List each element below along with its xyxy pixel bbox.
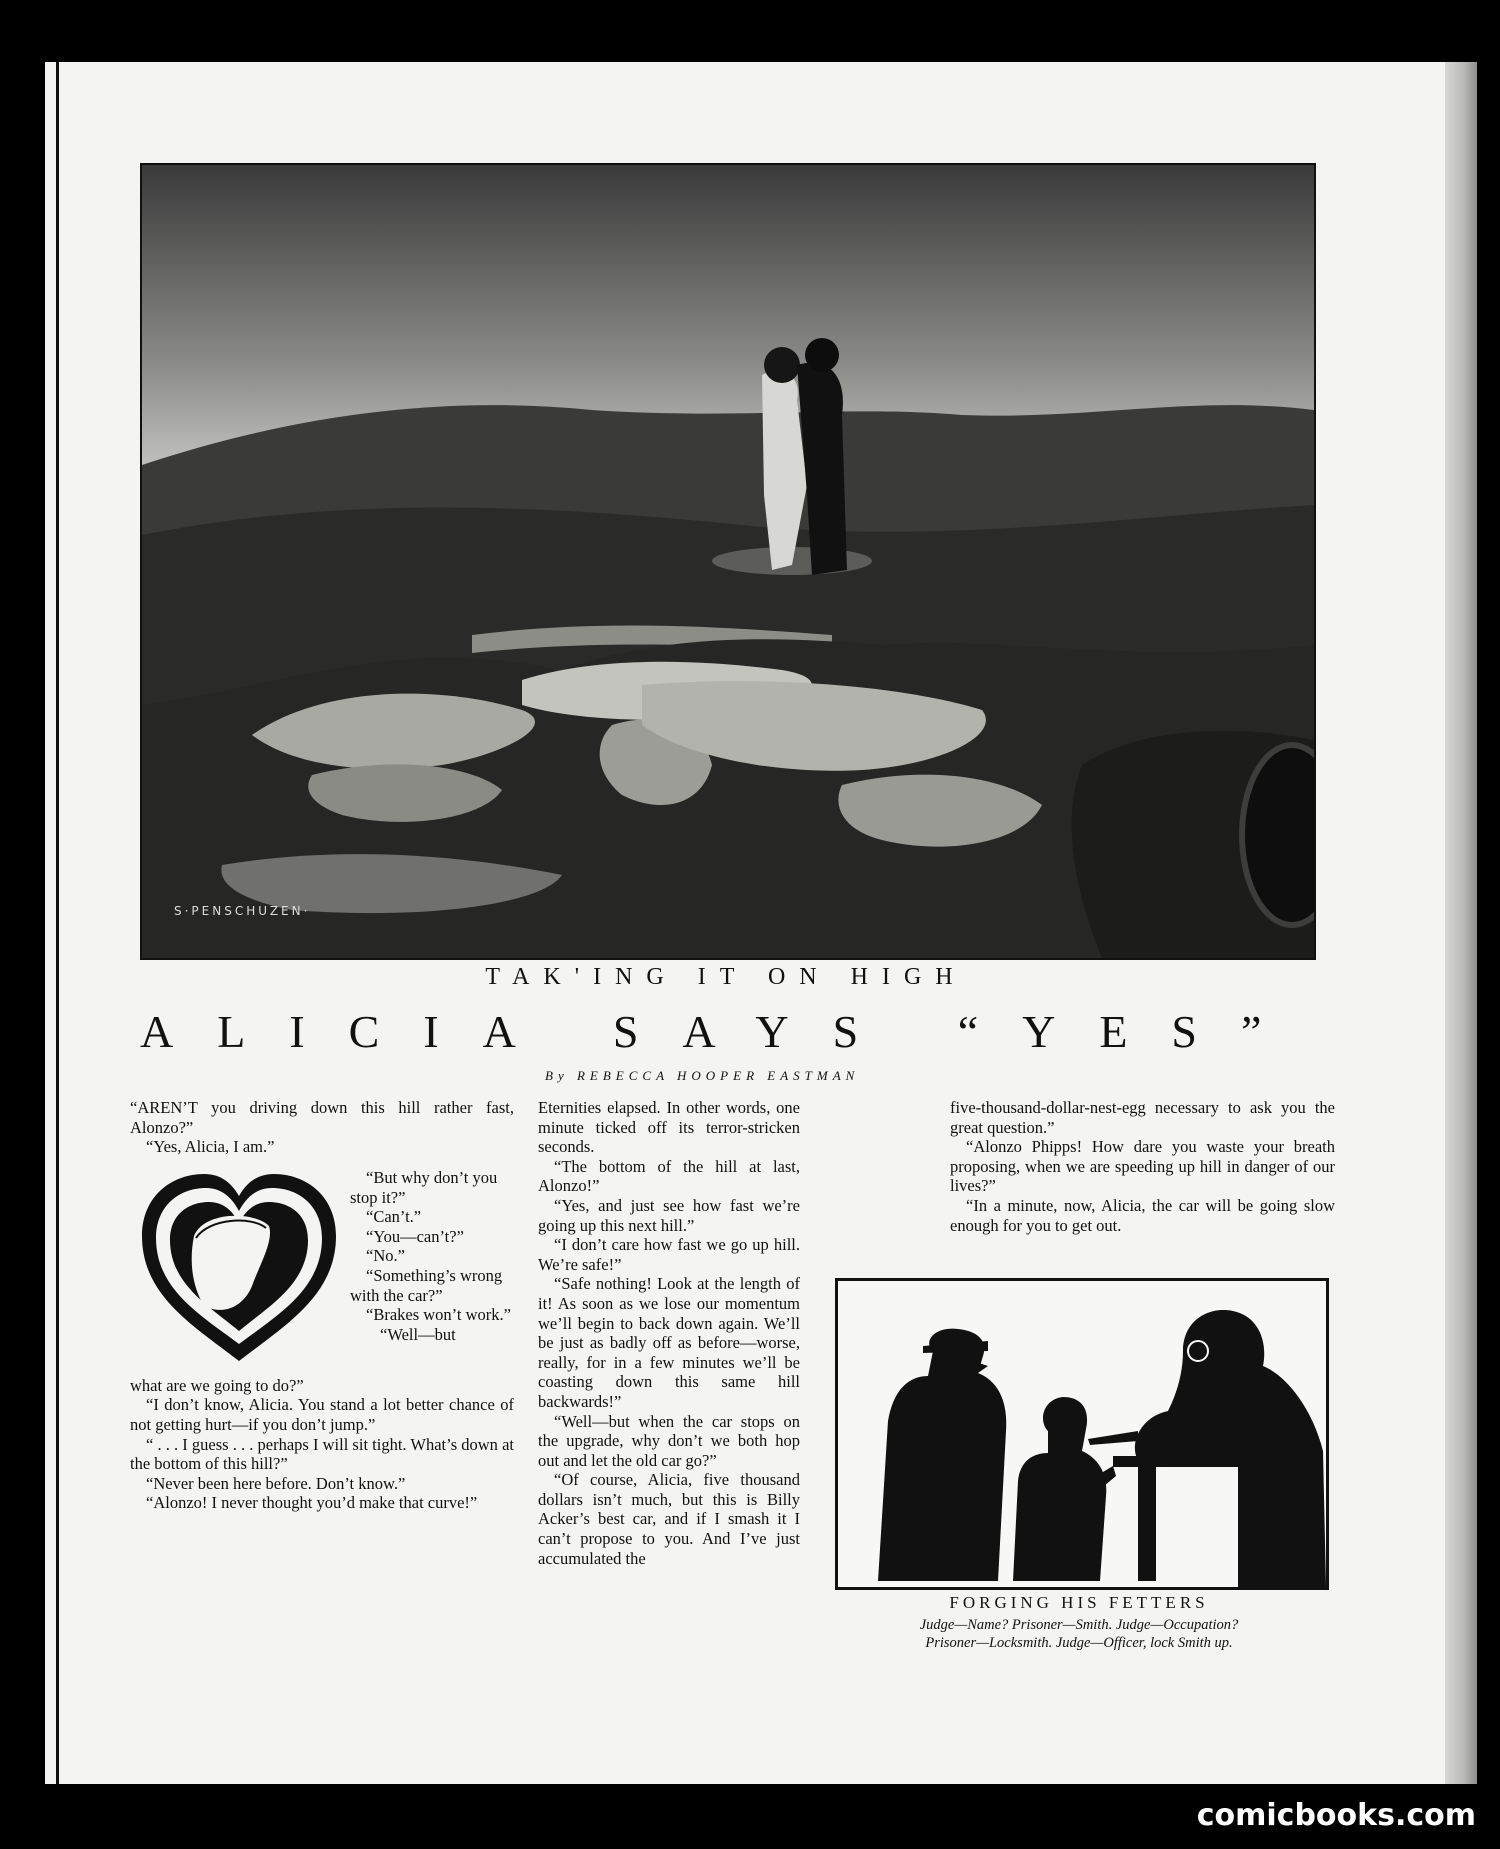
story-paragraph: “The bottom of the hill at last, Alonzo!”	[538, 1156, 800, 1196]
story-paragraph: “Something’s wrong with the car?”	[350, 1265, 503, 1305]
story-paragraph: “AREN’T you driving down this hill rather fast, Alonzo?”	[130, 1098, 514, 1137]
story-paragraph: five-thousand-dollar-nest-egg necessary to ask you the great question.”	[950, 1098, 1335, 1137]
story-paragraph: “I don’t care how fast we go up hill. We’re safe!”	[538, 1235, 800, 1274]
story-headline: ALICIA SAYS “YES”	[140, 1006, 1306, 1057]
story-paragraph: “Yes, and just see how fast we’re going up this next hill.”	[538, 1195, 800, 1235]
artist-signature: S·PENSCHUZEN·	[174, 904, 311, 918]
story-paragraph: what are we going to do?”	[130, 1375, 304, 1395]
cartoon-caption-line: Judge—Name? Prisoner—Smith. Judge—Occupation?	[919, 1617, 1239, 1633]
story-byline: By REBECCA HOOPER EASTMAN	[545, 1068, 860, 1083]
story-paragraph: “But why don’t you stop it?”	[350, 1168, 498, 1207]
painting-illustration	[140, 163, 1316, 960]
cartoon-caption-line: Prisoner—Locksmith. Judge—Officer, lock Smith up.	[925, 1635, 1233, 1651]
story-paragraph: “I don’t know, Alicia. You stand a lot better chance of not getting hurt—if you don’t jump.”	[130, 1395, 514, 1434]
silhouette-cartoon	[835, 1278, 1329, 1590]
binding-gutter	[56, 62, 59, 1784]
story-paragraph: “Never been here before. Don’t know.”	[146, 1473, 406, 1493]
story-paragraph: “Safe nothing! Look at the length of it! As soon as we lose our momentum we’ll begin to back down again. We’ll be just as badly off as before—worse, really, for in a few minutes we’ll be coasting down this same hill backwards!”	[538, 1274, 800, 1411]
story-paragraph: “Brakes won’t work.”	[366, 1305, 511, 1325]
story-paragraph: “No.”	[366, 1246, 405, 1266]
story-paragraph: “Yes, Alicia, I am.”	[146, 1137, 275, 1157]
story-column-1-narrow	[350, 1168, 514, 1344]
story-paragraph: “Of course, Alicia, five thousand dollars isn’t much, but this is Billy Acker’s best car, and if I smash it I can’t propose to you. And I’ve just accumulated the	[538, 1470, 800, 1568]
couple-on-hilltop-painting	[142, 165, 1314, 958]
story-paragraph: “You—can’t?”	[366, 1226, 464, 1246]
site-watermark: comicbooks.com	[1196, 1798, 1476, 1833]
heart-vignette	[134, 1166, 344, 1366]
cartoon-caption	[835, 1616, 1323, 1652]
story-paragraph: “Can’t.”	[366, 1207, 422, 1227]
page-edge	[1445, 62, 1477, 1784]
story-paragraph: “ . . . I guess . . . perhaps I will sit tight. What’s down at the bottom of this hill?”	[130, 1434, 514, 1474]
cartoon-title: FORGING HIS FETTERS	[949, 1593, 1209, 1612]
illustration-caption: TAK'ING IT ON HIGH	[485, 964, 967, 990]
courtroom-silhouette	[838, 1281, 1326, 1587]
story-paragraph: “In a minute, now, Alicia, the car will be going slow enough for you to get out.	[950, 1195, 1335, 1235]
story-column-3	[950, 1098, 1335, 1235]
story-paragraph: “Alonzo! I never thought you’d make that curve!”	[146, 1493, 478, 1513]
story-paragraph: “Well—but	[380, 1324, 456, 1344]
heart-portrait-icon	[134, 1166, 344, 1366]
story-paragraph: “Well—but when the car stops on the upgrade, why don’t we both hop out and let the old car go?”	[538, 1411, 800, 1470]
story-paragraph: Eternities elapsed. In other words, one minute ticked off its terror-stricken seconds.	[538, 1098, 800, 1157]
story-paragraph: “Alonzo Phipps! How dare you waste your breath proposing, when we are speeding up hill in danger of our lives?”	[950, 1137, 1335, 1196]
story-column-2	[538, 1098, 800, 1568]
